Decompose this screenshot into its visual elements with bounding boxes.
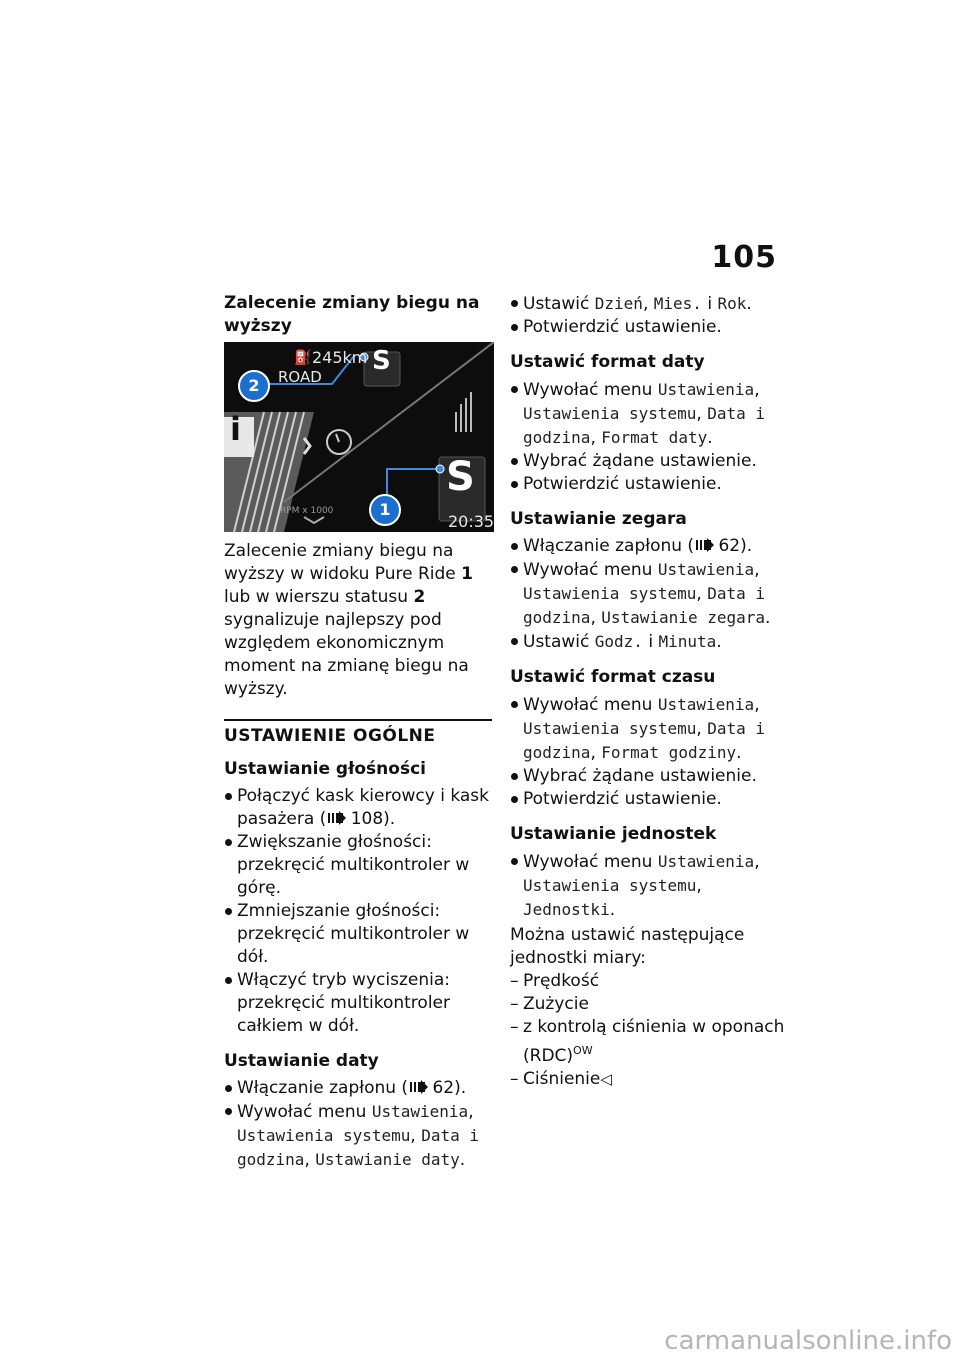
heading-date-format: Ustawić format daty bbox=[510, 352, 705, 372]
list-item: Wywołać menu Ustawienia, Ustawienia systemu, Data i godzina, Ustawianie daty. bbox=[224, 1100, 492, 1172]
list-item: Ustawić Dzień, Mies. i Rok. bbox=[510, 292, 785, 316]
list-item: – z kontrolą ciśnienia w oponach (RDC)$^{OW}$ bbox=[510, 1016, 785, 1068]
rpm-label: RPM x 1000 bbox=[280, 506, 334, 516]
heading-time-format: Ustawić format czasu bbox=[510, 667, 716, 687]
volume-list bbox=[224, 785, 492, 1038]
list-item: Wywołać menu Ustawienia, Ustawienia systemu, Jednostki. bbox=[510, 850, 785, 922]
units-list bbox=[510, 850, 785, 922]
page-ref-link[interactable]: 62 bbox=[718, 536, 741, 556]
mode-readout: ROAD bbox=[278, 368, 322, 386]
list-item: Ustawić Godz. i Minuta. bbox=[510, 630, 785, 654]
page-ref-link[interactable]: 62 bbox=[432, 1078, 455, 1098]
section-title: USTAWIENIE OGÓLNE bbox=[224, 719, 492, 748]
callout-badge-1: 1 bbox=[369, 494, 401, 526]
page-ref-icon bbox=[696, 540, 711, 550]
heading-units: Ustawianie jednostek bbox=[510, 824, 717, 844]
date-list bbox=[224, 1077, 492, 1172]
units-options bbox=[510, 970, 785, 1091]
clock-list bbox=[510, 535, 785, 654]
list-item: Zmniejszanie głośności: przekręcić multikontroler w dół. bbox=[224, 900, 492, 969]
list-item: Włączanie zapłonu ( 62). bbox=[510, 535, 785, 558]
gear-indicator-status: S bbox=[372, 346, 391, 376]
list-item: Potwierdzić ustawienie. bbox=[510, 788, 785, 811]
dashboard-graphic bbox=[224, 342, 494, 532]
heading-volume: Ustawianie głośności bbox=[224, 759, 426, 779]
list-item: Potwierdzić ustawienie. bbox=[510, 473, 785, 496]
list-item: Wywołać menu Ustawienia, Ustawienia systemu, Data i godzina, Format godziny. bbox=[510, 693, 785, 765]
heading-upshift: Zalecenie zmiany biegu na wyższy bbox=[224, 293, 480, 336]
right-column bbox=[510, 292, 785, 1103]
date-cont-list bbox=[510, 292, 785, 339]
callout-badge-2: 2 bbox=[238, 370, 270, 402]
watermark: carmanualsonline.info bbox=[664, 1326, 952, 1356]
info-icon: i bbox=[230, 410, 241, 448]
time-format-list bbox=[510, 693, 785, 811]
range-readout: 245km bbox=[312, 348, 368, 367]
left-column bbox=[224, 292, 492, 1184]
list-item: – Prędkość bbox=[510, 970, 785, 993]
heading-clock: Ustawianie zegara bbox=[510, 509, 687, 529]
page-ref-icon bbox=[410, 1082, 425, 1092]
option-marker: OW bbox=[573, 1044, 593, 1057]
heading-date: Ustawianie daty bbox=[224, 1051, 379, 1071]
figure-caption: Zalecenie zmiany biegu na wyższy w widoku Pure Ride 1 lub w wierszu statusu 2 sygnalizuje najlepszy pod względem ekonomicznym moment na zmianę biegu na wyższy. bbox=[224, 541, 473, 699]
list-item: Zwiększanie głośności: przekręcić multikontroler w górę. bbox=[224, 831, 492, 900]
list-item: Połączyć kask kierowcy i kask pasażera ( 108). bbox=[224, 785, 492, 831]
clock-readout: 20:35 bbox=[448, 512, 494, 531]
list-item: Wybrać żądane ustawienie. bbox=[510, 765, 785, 788]
list-item: Potwierdzić ustawienie. bbox=[510, 316, 785, 339]
list-item: Włączyć tryb wyciszenia: przekręcić multikontroler całkiem w dół. bbox=[224, 969, 492, 1038]
list-item: Wywołać menu Ustawienia, Ustawienia systemu, Data i godzina, Ustawianie zegara. bbox=[510, 558, 785, 630]
dashboard-figure bbox=[224, 342, 494, 532]
list-item: Wywołać menu Ustawienia, Ustawienia systemu, Data i godzina, Format daty. bbox=[510, 378, 785, 450]
end-of-section-icon: ◁ bbox=[600, 1070, 612, 1088]
list-item: – Zużycie bbox=[510, 993, 785, 1016]
gear-indicator-pure-ride: S bbox=[446, 454, 475, 500]
page-ref-icon bbox=[328, 813, 343, 823]
page-ref-link[interactable]: 108 bbox=[350, 809, 384, 829]
list-item: – Ciśnienie◁ bbox=[510, 1068, 785, 1091]
list-item: Włączanie zapłonu ( 62). bbox=[224, 1077, 492, 1100]
page-number: 105 bbox=[711, 240, 777, 275]
fuel-icon: ⛽ bbox=[294, 350, 312, 366]
units-intro: Można ustawić następujące jednostki miary: bbox=[510, 925, 745, 968]
list-item: Wybrać żądane ustawienie. bbox=[510, 450, 785, 473]
date-format-list bbox=[510, 378, 785, 496]
